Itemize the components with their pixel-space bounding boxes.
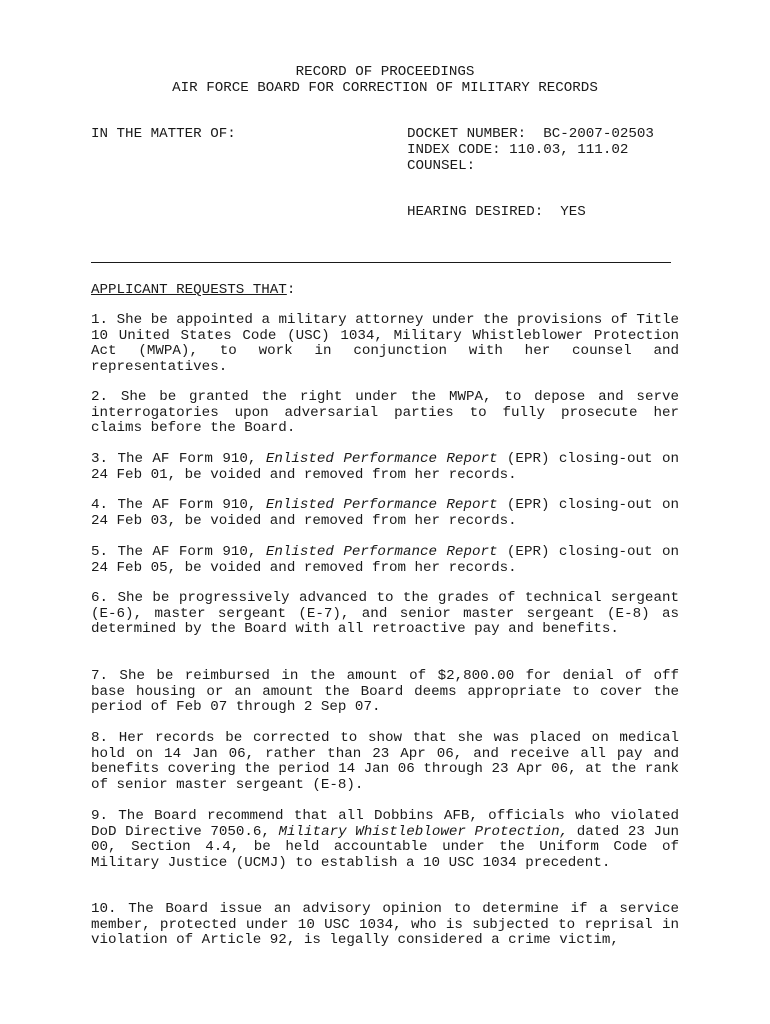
requests-heading-colon: : bbox=[286, 282, 296, 298]
index-code: INDEX CODE: 110.03, 111.02 bbox=[407, 142, 629, 158]
request-item-4-pre: 4. The AF Form 910, bbox=[91, 497, 266, 513]
request-item-2: 2. She be granted the right under the MWPA, to depose and serve interrogatories upon adversarial parties to fully prosecute her claims before the Board. bbox=[91, 389, 679, 437]
requests-heading bbox=[91, 282, 295, 298]
request-item-9-pre: 9. The Board recommend that all Dobbins AFB, officials who violated DoD Directive 7050.6, bbox=[91, 808, 679, 840]
request-item-5 bbox=[91, 545, 679, 576]
request-item-4 bbox=[91, 498, 679, 529]
request-item-6: 6. She be progressively advanced to the grades of technical sergeant (E-6), master sergeant (E-7), and senior master sergeant (E-8) as determined by the Board with all retroactive pay and benefits. bbox=[91, 590, 679, 638]
request-item-5-pre: 5. The AF Form 910, bbox=[91, 544, 266, 560]
request-item-9 bbox=[91, 809, 679, 871]
request-item-1: 1. She be appointed a military attorney under the provisions of Title 10 United States Code (USC) 1034, Military Whistleblower Protection Act (MWPA), to work in conjunction with her counsel and representatives. bbox=[91, 312, 679, 375]
request-item-4-post: (EPR) closing-out on 24 Feb 03, be voided and removed from her records. bbox=[91, 497, 680, 529]
request-item-5-post: (EPR) closing-out on 24 Feb 05, be voided and removed from her records. bbox=[91, 544, 680, 576]
request-item-9-directive-title: Military Whistleblower Protection, bbox=[278, 823, 569, 840]
board-title: AIR FORCE BOARD FOR CORRECTION OF MILITARY RECORDS bbox=[172, 80, 598, 96]
request-item-8: 8. Her records be corrected to show that she was placed on medical hold on 14 Jan 06, rather than 23 Apr 06, and receive all pay and benefits covering the period 14 Jan 06 through 23 Apr 06, at the rank of senior master sergeant (E-8). bbox=[91, 730, 679, 793]
request-item-3-pre: 3. The AF Form 910, bbox=[91, 451, 266, 467]
request-item-10: 10. The Board issue an advisory opinion to determine if a service member, protected under 10 USC 1034, who is subjected to reprisal in violation of Article 92, is legally considered a crime victim, bbox=[91, 901, 679, 949]
request-item-3-post: (EPR) closing-out on 24 Feb 01, be voided and removed from her records. bbox=[91, 451, 680, 483]
record-title: RECORD OF PROCEEDINGS bbox=[295, 64, 475, 80]
hearing-desired: HEARING DESIRED: YES bbox=[407, 204, 586, 220]
docket-number: DOCKET NUMBER: BC-2007-02503 bbox=[407, 126, 654, 142]
request-item-5-form-title: Enlisted Performance Report bbox=[265, 544, 498, 560]
request-item-3 bbox=[91, 452, 679, 483]
request-item-4-form-title: Enlisted Performance Report bbox=[265, 497, 498, 513]
section-divider bbox=[91, 262, 671, 263]
request-item-9-post: dated 23 Jun 00, Section 4.4, be held accountable under the Uniform Code of Military Justice (UCMJ) to establish a 10 USC 1034 precedent. bbox=[91, 823, 679, 871]
counsel-label: COUNSEL: bbox=[407, 158, 476, 174]
in-the-matter-label: IN THE MATTER OF: bbox=[91, 126, 236, 142]
request-item-3-form-title: Enlisted Performance Report bbox=[265, 451, 498, 467]
requests-heading-text: APPLICANT REQUESTS THAT bbox=[91, 282, 287, 298]
request-item-7: 7. She be reimbursed in the amount of $2,800.00 for denial of off base housing or an amount the Board deems appropriate to cover the period of Feb 07 through 2 Sep 07. bbox=[91, 668, 679, 716]
